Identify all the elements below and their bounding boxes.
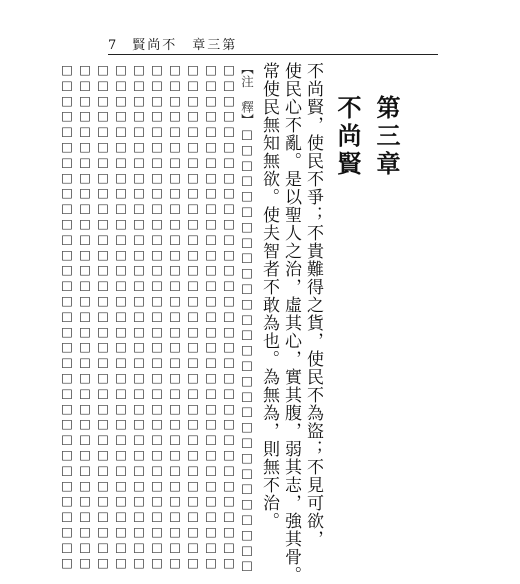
annotation-line: □□□□□□□□□□□□□□□□□□□□□□□□□□□□□□□□□ [149, 62, 165, 571]
annotation-line: □□□□□□□□□□□□□□□□□□□□□□□□□□□□□□□□□ [203, 62, 219, 571]
running-title: 賢尚不 章三第 [132, 38, 238, 53]
running-header [108, 34, 237, 53]
annotation-line: 【注 釋】□□□□□□□□□□□□□□□□□□□□□□□□□□□□□ [239, 62, 255, 574]
annotation-line: □□□□□□□□□□□□□□□□□□□□□□□□□□□□□□□□□ [131, 62, 147, 571]
annotation-line: □□□□□□□□□□□□□□□□□□□□□□□□□□□□□□□□□ [95, 62, 111, 571]
annotation-line: □□□□□□□□□□□□□□□□□□□□□□□□□□□□□□□□□ [113, 62, 129, 571]
chapter-number: 第三章 [372, 95, 401, 179]
annotation-line: □□□□□□□□□□□□□□□□□□□□□□□□□□□□□□□□□ [185, 62, 201, 571]
main-text-line: 使民心不亂。是以聖人之治，虛其心，實其腹，弱其志，強其骨。 [281, 62, 301, 584]
annotation-line: □□□□□□□□□□□□□□□□□□□□□□□□□□□□□□□□□ [59, 62, 75, 571]
annotation-line: □□□□□□□□□□□□□□□□□□□□□□□□□□□□□□□□□ [77, 62, 93, 571]
annotation-line: □□□□□□□□□□□□□□□□□□□□□□□□□□□□□□□□□ [221, 62, 237, 571]
annotation-line: □□□□□□□□□□□□□□□□□□□□□□□□□□□□□□□□□ [167, 62, 183, 571]
main-text-line: 常使民無知無欲。使夫智者不敢為也。為無為，則無不治。 [259, 62, 279, 530]
page-number: 7 [108, 38, 119, 53]
chapter-name: 不尚賢 [333, 95, 362, 179]
header-rule [108, 54, 438, 55]
main-text-line: 不尚賢，使民不爭；不貴難得之貨，使民不為盜；不見可欲， [303, 62, 323, 548]
